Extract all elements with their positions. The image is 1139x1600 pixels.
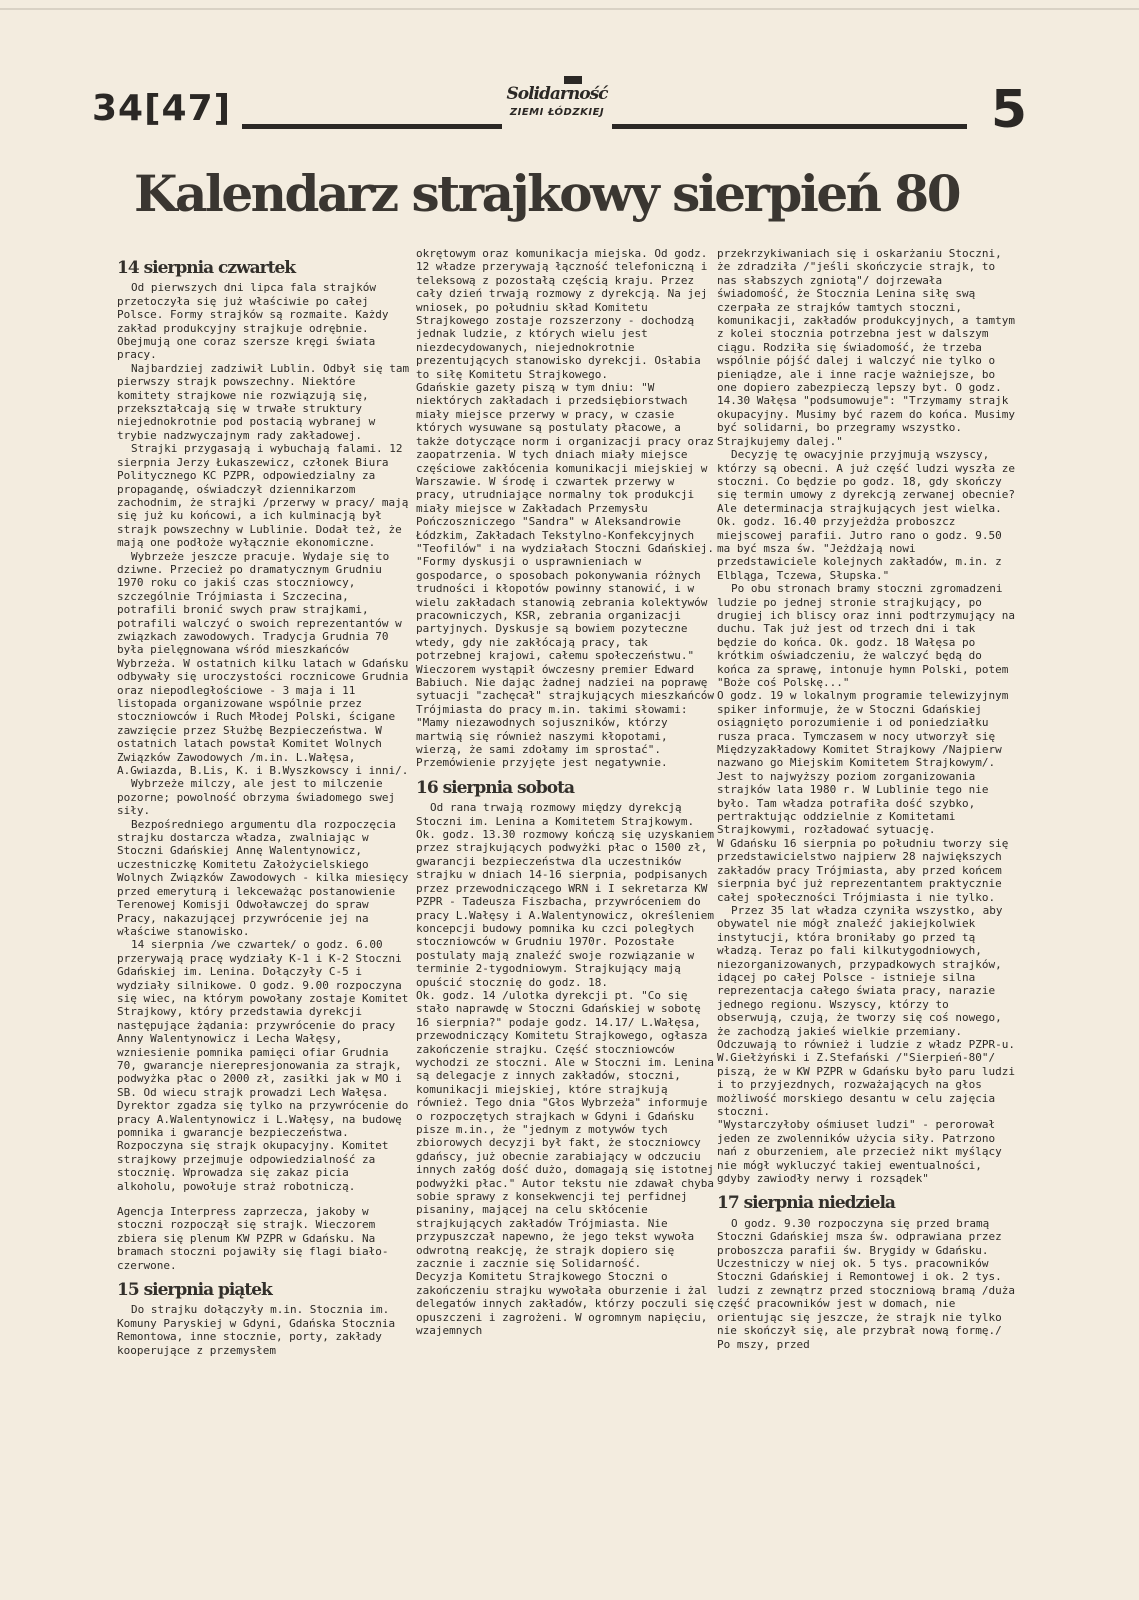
paragraph: Ok. godz. 14 /ulotka dyrekcji pt. "Co się stało naprawdę w Stoczni Gdańskiej w sobotę 16 sierpnia?" podaje godz. 14.17/ L.Wałęsa, przewodniczący Komitetu Strajkowego, ogłasza zakończenie strajku. Część stoczniowców wychodzi ze stoczni. Ale w Stoczni im. Lenina są delegacje z innych zakładów, stoczni, komunikacji miejskiej, które strajkują również. Tego dnia "Głos Wybrzeża" informuje o rozpoczętych strajkach w Gdyni i Gdańsku pisze m.in., że "jednym z motywów tych zbiorowych decyzji był fakt, że stoczniowcy gdańscy, już obecnie zarabiający w odczuciu innych załóg dość dużo, domagają się istotnej podwyżki płac." Autor tekstu nie zdawał chyba sobie sprawy z konsekwencji tej perfidnej pisaniny, mającej na celu skłócenie strajkujących zakładów Trójmiasta. Nie przypuszczał napewno, że jego tekst wywoła odwrotną reakcję, że strajk dopiero się zacznie i zacznie się Solidarność.: [416, 988, 715, 1271]
section-title-14: 14 sierpnia czwartek: [117, 258, 296, 278]
section-title-16: 16 sierpnia sobota: [416, 777, 575, 798]
paragraph: Przez 35 lat władza czyniła wszystko, aby obywatel nie mógł znaleźć jakiejkolwiek instytucji, która broniłaby go przed tą władzą. Teraz po fali kilkutygodniowych, niezorganizowanych, przypadkowych strajków, idącej po całej Polsce - istnieje silna reprezentacja całego świata pracy, narazie jednego regionu. Wszyscy, którzy to obserwują, czują, że tworzy się coś nowego, że zachodzą jakieś wielkie przemiany. Odczuwają to również i ludzie z władz PZPR-u. W.Giełżyński i Z.Stefański /"Sierpień-80"/ piszą, że w KW PZPR w Gdańsku było paru ludzi i to przyjezdnych, rozważających na głos możliwość morskiego desantu w celu zajęcia stoczni.: [717, 903, 1016, 1118]
paragraph: "Wystarczyłoby ośmiuset ludzi" - perorował jeden ze zwolenników użycia siły. Patrzono nań z oburzeniem, ale przecież nikt myślący nie mógł wykluczyć takiej ewentualności, gdyby zawiodły nerwy i rozsądek": [717, 1118, 1002, 1186]
paragraph: Agencja Interpress zaprzecza, jakoby w stoczni rozpoczął się strajk. Wieczorem zbiera się plenum KW PZPR w Gdańsku. Na bramach stoczni pojawiły się flagi biało-czerwone.: [117, 1205, 389, 1272]
paragraph: Najbardziej zadziwił Lublin. Odbył się tam pierwszy strajk powszechny. Niektóre komitety strajkowe nie rozwiązują się, przekształcają się w trwałe struktury niejednokrotnie pod postacią wybranej w trybie nadzwyczajnym rady zakładowej.: [117, 361, 410, 442]
paragraph: Wybrzeże milczy, ale jest to milczenie pozorne; powolność obrzyma świadomego swej siły.: [117, 777, 396, 818]
page-top-edge: [0, 8, 1139, 10]
spacer: [117, 1193, 410, 1205]
masthead: [92, 80, 1027, 140]
paragraph: O godz. 9.30 rozpoczyna się przed bramą Stoczni Gdańskiej msza św. odprawiana przez proboszcza parafii św. Brygidy w Gdańsku. Uczestniczy w niej ok. 5 tys. pracowników Stoczni Gdańskiej i Remontowej i ok. 2 tys. ludzi z zewnątrz przed stoczniową bramą /duża część pracowników jest w domach, nie orientując się jeszcze, że strajk nie tylko nie skończył się, ale przybrał nową formę./ Po mszy, przed: [717, 1216, 1016, 1351]
solidarnosc-logo: [502, 76, 612, 130]
logo-subtitle: ZIEMI ŁÓDZKIEJ: [509, 107, 605, 118]
paragraph: W Gdańsku 16 sierpnia po południu tworzy się przedstawicielstwo najpierw 28 największych zakładów pracy Trójmiasta, aby przed końcem sierpnia być już reprezentantem praktycznie całej społeczności Trójmiasta i nie tylko.: [717, 836, 1009, 904]
page-number: 5: [990, 80, 1027, 140]
paragraph: Decyzja Komitetu Strajkowego Stoczni o zakończeniu strajku wywołała oburzenie i żal delegatów innych zakładów, którzy poczuli się opuszczeni i zagrożeni. W ogromnym napięciu, wzajemnych: [416, 1270, 715, 1338]
column-3: [717, 247, 1017, 1351]
paragraph: przekrzykiwaniach się i oskarżaniu Stoczni, że zdradziła /"jeśli skończycie strajk, to nas słabszych zgniotą"/ dojrzewała świadomość, że Stocznia Lenina siłę swą czerpała ze strajków tamtych stoczni, komunikacji, zakładów produkcyjnych, a tamtym z kolei stocznia potrzebna jest w dalszym ciągu. Rodziła się świadomość, że trzeba wspólnie pójść dalej i walczyć nie tylko o pieniądze, ale i inne racje ważniejsze, bo one dopiero zabezpieczą lepszy byt. O godz. 14.30 Wałęsa "podsumowuje": "Trzymamy strajk okupacyjny. Musimy być razem do końca. Musimy być solidarni, bo przegramy wszystko. Strajkujemy dalej.": [717, 247, 1016, 448]
column-2: [416, 247, 714, 1338]
paragraph: Decyzję tę owacyjnie przyjmują wszyscy, którzy są obecni. A już część ludzi wyszła ze stoczni. Co będzie po godz. 18, gdy skończy się termin umowy z dyrekcją zerwanej obecnie? Ale determinacja strajkujących jest wielka. Ok. godz. 16.40 przyjeżdża proboszcz miejscowej parafii. Jutro rano o godz. 9.50 ma być msza św. "Jeżdżają nowi przedstawiciele kolejnych zakładów, m.in. z Elbląga, Tczewa, Słupska.": [717, 448, 1016, 582]
section-title-15: 15 sierpnia piątek: [117, 1280, 272, 1301]
paragraph: Gdańskie gazety piszą w tym dniu: "W niektórych zakładach i przedsiębiorstwach miały miejsce przerwy w pracy, w czasie których wysuwane są postulaty płacowe, a także dotyczące norm i organizacji pracy oraz zaopatrzenia. W tych dniach miały miejsce częściowe zakłócenia komunikacji miejskiej w Warszawie. W środę i czwartek przerwy w pracy, utrudniające normalny tok produkcji miały miejsce w Zakładach Przemysłu Pończoszniczego "Sandra" w Aleksandrowie Łódzkim, Zakładach Tekstylno-Konfekcyjnych "Teofilów" i na wydziałach Stoczni Gdańskiej. "Formy dyskusji o usprawnieniach w gospodarce, o sposobach pokonywania różnych trudności i kłopotów powinny stanowić, i w wielu zakładach stanowią zebrania kolektywów pracowniczych, KSR, zebrania organizacji partyjnych. Dyskusje są bowiem pozyteczne wtedy, gdy nie zakłócają pracy, tak potrzebnej krajowi, całemu społeczeństwu.": [416, 381, 715, 663]
paragraph: Po obu stronach bramy stoczni zgromadzeni ludzie po jednej stronie strajkujący, po drugiej ich bliscy oraz inni podtrzymujący na duchu. Tak już jest od trzech dni i tak będzie do końca. Ok. godz. 18 Wałęsa po krótkim oświadczeniu, że walczyć będą do końca za sprawę, intonuje hymn Polski, potem "Boże coś Polskę...": [717, 582, 1016, 689]
paragraph: Bezpośredniego argumentu dla rozpoczęcia strajku dostarcza władza, zwalniając w Stoczni Gdańskiej Annę Walentynowicz, uczestniczkę Komitetu Założycielskiego Wolnych Związków Zawodowych - kilka miesięcy przed emeryturą i lekceważąc postanowienie Terenowej Komisji Odwoławczej do spraw Pracy, nakazującej przywrócenie jej na właściwe stanowisko.: [117, 817, 409, 938]
paragraph: Od rana trwają rozmowy między dyrekcją Stoczni im. Lenina a Komitetem Strajkowym. Ok. godz. 13.30 rozmowy kończą się uzyskaniem przez strajkujących podwyżki płac o 1500 zł, gwarancji bezpieczeństwa dla uczestników strajku w dniach 14-16 sierpnia, podpisanych przez przewodniczącego WRN i I sekretarza KW PZPR - Tadeusza Fiszbacha, przywróceniem do pracy L.Wałęsy i A.Walentynowicz, określeniem koncepcji budowy pomnika ku czci poległych stoczniowców w Grudniu 1970r. Pozostałe postulaty mają znaleźć swoje rozwiązanie w terminie 2-tygodniowym. Strajkujący mają opuścić stocznię do godz. 18.: [416, 801, 715, 989]
paragraph: Strajki przygasają i wybuchają falami. 12 sierpnia Jerzy Łukaszewicz, członek Biura Politycznego KC PZPR, odpowiedzialny za propagandę, oświadczył dziennikarzom zachodnim, że strajki /przerwy w pracy/ mają się już ku końcowi, a ich kulminacją był strajk powszechny w Lublinie. Dodał też, że mają one podłoże wyłącznie ekonomiczne.: [117, 442, 409, 550]
paragraph: O godz. 19 w lokalnym programie telewizyjnym spiker informuje, że w Stoczni Gdańskiej osiągnięto porozumienie i od poniedziałku rusza praca. Tymczasem w nocy utworzył się Międzyzakładowy Komitet Strajkowy /Najpierw nazwano go Miejskim Komitetem Strajkowym/. Jest to najwyższy poziom zorganizowania strajków lata 1980 r. W Lublinie tego nie było. Tam władza potrafiła dość szybko, pertraktując oddzielnie z Komitetami Strajkowymi, rozładować sytuację.: [717, 689, 1009, 837]
logo-word: Solidarność: [506, 84, 608, 104]
section-title-17: 17 sierpnia niedziela: [717, 1193, 895, 1214]
issue-number: 34[47]: [92, 88, 232, 129]
paragraph: Wybrzeże jeszcze pracuje. Wydaje się to dziwne. Przecież po dramatycznym Grudniu 1970 roku co jakiś czas stoczniowcy, szczególnie Trójmiasta i Szczecina, potrafili bronić swych praw strajkami, potrafili walczyć o swoich reprezentantów w związkach zawodowych. Tradycja Grudnia 70 była pielęgnowana wśród mieszkańców Wybrzeża. W ostatnich kilku latach w Gdańsku odbywały się uroczystości rocznicowe Grudnia oraz niepodległościowe - 3 maja i 11 listopada organizowane wspólnie przez stoczniowców i Ruch Młodej Polski, ścigane zawzięcie przez Służbę Bezpieczeństwa. W ostatnich latach powstał Komitet Wolnych Związków Zawodowych /m.in. L.Wałęsa, A.Gwiazda, B.Lis, K. i B.Wyszkowscy i inni/.: [117, 549, 409, 778]
flag-icon: [564, 76, 582, 84]
page-headline: Kalendarz strajkowy sierpień 80: [134, 164, 959, 223]
paragraph: okrętowym oraz komunikacja miejska. Od godz. 12 władze przerywają łączność telefoniczną i teleksową z pozostałą częścią kraju. Przez cały dzień trwają rozmowy z dyrekcją. Na jej wniosek, po południu skład Komitetu Strajkowego zostaje rozszerzony - dochodzą jednak ludzie, z których wielu jest niezdecydowanych, niejednokrotnie prezentujących stanowisko dyrekcji. Osłabia to siłę Komitetu Strajkowego.: [416, 247, 708, 381]
paragraph: Od pierwszych dni lipca fala strajków przetoczyła się już właściwie po całej Polsce. Formy strajków są rozmaite. Każdy zakład produkcyjny strajkuje odrębnie. Obejmują one coraz szersze kręgi świata pracy.: [117, 281, 389, 362]
paragraph: 14 sierpnia /we czwartek/ o godz. 6.00 przerywają pracę wydziały K-1 i K-2 Stoczni Gdańskiej im. Lenina. Dołączyły C-5 i wydziały silnikowe. O godz. 9.00 rozpoczyna się wiec, na którym powołany zostaje Komitet Strajkowy, który przedstawia dyrekcji następujące żądania: przywrócenie do pracy Anny Walentynowicz i Lecha Wałęsy, wzniesienie pomnika pamięci ofiar Grudnia 70, gwarancje nierepresjonowania za strajk, podwyżka płac o 2000 zł, zasiłki jak w MO i SB. Od wiecu strajk prowadzi Lech Wałęsa. Dyrektor zgadza się tylko na przywrócenie do pracy A.Walentynowicz i L.Wałęsy, na budowę pomnika i gwarancje bezpieczeństwa. Rozpoczyna się strajk okupacyjny. Komitet strajkowy przejmuje odpowiedzialność za stocznię. Wprowadza się zakaz picia alkoholu, powołuje straż robotniczą.: [117, 938, 409, 1193]
paragraph: Wieczorem wystąpił ówczesny premier Edward Babiuch. Nie dając żadnej nadziei na poprawę sytuacji "zachęcał" strajkujących mieszkańców Trójmiasta do pracy m.in. takimi słowami: "Mamy niezawodnych sojuszników, którzy martwią się również naszymi kłopotami, wierzą, że sami zdołamy im sprostać". Przemówienie przyjęte jest negatywnie.: [416, 662, 715, 770]
paragraph: Do strajku dołączyły m.in. Stocznia im. Komuny Paryskiej w Gdyni, Gdańska Stocznia Remontowa, inne stocznie, porty, zakłady kooperujące z przemysłem: [117, 1303, 396, 1357]
column-1: [117, 258, 410, 1357]
